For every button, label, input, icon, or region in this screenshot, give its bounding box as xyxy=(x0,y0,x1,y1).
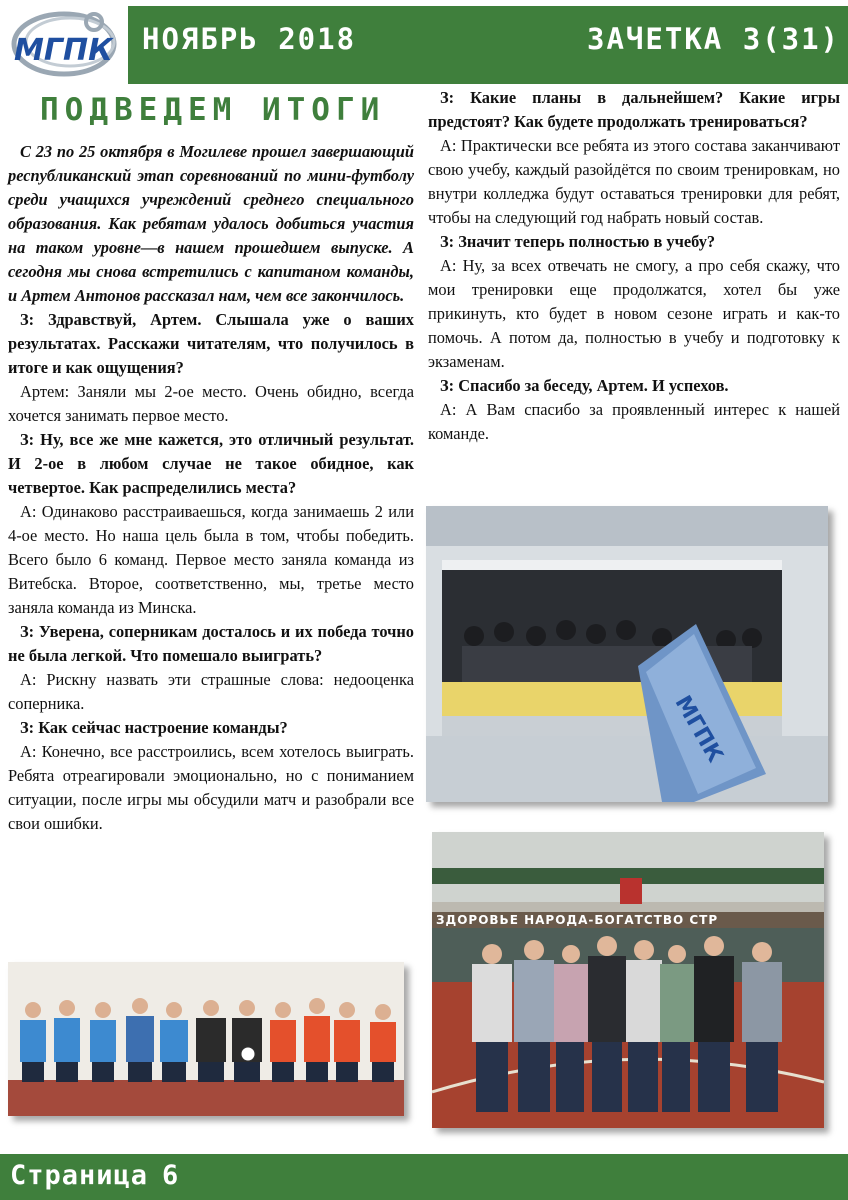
interview-answer: А: Рискну назвать эти страшные слова: недооценка соперника. xyxy=(8,670,414,713)
article-title: ПОДВЕДЕМ ИТОГИ xyxy=(40,92,386,128)
logo-text: МГПК xyxy=(14,33,113,68)
page-header xyxy=(0,0,848,86)
flag-text: МГПК xyxy=(669,691,728,767)
article-lead: С 23 по 25 октября в Могилеве прошел завершающий республиканский этап соревнований по мини-футболу среди учащихся учреждений среднего специального образования. Как ребятам удалось добиться участия на таком уровне—в нашем прошедшем выпуске. А сегодня мы снова встретились с капитаном команды, и Артем Антонов рассказал нам, чем все закончилось. xyxy=(8,142,414,305)
interview-answer: Артем: Заняли мы 2-ое место. Очень обидно, всегда хочется занимать первое место. xyxy=(8,382,414,425)
page-footer xyxy=(0,1154,848,1200)
balcony-photo xyxy=(426,506,828,802)
interview-answer: А: Конечно, все расстроились, всем хотелось выиграть. Ребята отреагировали эмоционально, но с пониманием ситуации, после игры мы обсудили матч и разобрали все свои ошибки. xyxy=(8,742,414,833)
interview-question: З: Какие планы в дальнейшем? Какие игры предстоят? Как будете продолжать тренироваться? xyxy=(428,88,840,131)
college-logo xyxy=(8,4,126,84)
interview-answer: А: Практически все ребята из этого состава заканчивают свою учебу, каждый разойдётся по своим тренировкам, но внутри колледжа будут оставаться тренировки для ребят, чтобы на следующий год набрать новый состав. xyxy=(428,136,840,227)
page-number: 6 xyxy=(162,1160,180,1191)
interview-question: З: Значит теперь полностью в учебу? xyxy=(440,232,716,251)
page-label: Страница xyxy=(10,1160,149,1191)
interview-question: З: Как сейчас настроение команды? xyxy=(20,718,288,737)
issue-date: НОЯБРЬ 2018 xyxy=(142,22,357,56)
team-lineup-photo xyxy=(8,962,404,1116)
interview-question: З: Здравствуй, Артем. Слышала уже о ваших результатах. Расскажи читателям, что получилось в итоге и как ощущения? xyxy=(8,310,414,377)
left-column xyxy=(8,140,414,836)
interview-answer: А: Ну, за всех отвечать не смогу, а про себя скажу, что мои тренировки еще продолжатся, хотел бы уже прикинуть, кто будет в новом сезоне играть и как-то помочь. А потом да, полностью в учебу и подготовку к экзаменам. xyxy=(428,256,840,371)
interview-question: З: Уверена, соперникам досталось и их победа точно не была легкой. Что помешало выиграть? xyxy=(8,622,414,665)
newspaper-issue: ЗАЧЕТКА 3(31) xyxy=(587,22,840,56)
page-number-label xyxy=(10,1160,179,1191)
hall-banner-text: ЗДОРОВЬЕ НАРОДА-БОГАТСТВО СТР xyxy=(436,913,719,927)
interview-answer: А: А Вам спасибо за проявленный интерес к нашей команде. xyxy=(428,400,840,443)
interview-answer: А: Одинаково расстраиваешься, когда занимаешь 2 или 4-ое место. Но наша цель была в том, чтобы победить. Всего было 6 команд. Первое место заняла команда из Витебска. Второе, соответственно, мы, третье место заняла команда из Минска. xyxy=(8,502,414,617)
interview-question: З: Спасибо за беседу, Артем. И успехов. xyxy=(440,376,729,395)
right-column xyxy=(428,86,840,446)
interview-question: З: Ну, все же мне кажется, это отличный результат. И 2-ое в любом случае не такое обидное, как четвертое. Как распределились места? xyxy=(8,430,414,497)
sports-hall-photo xyxy=(432,832,824,1128)
